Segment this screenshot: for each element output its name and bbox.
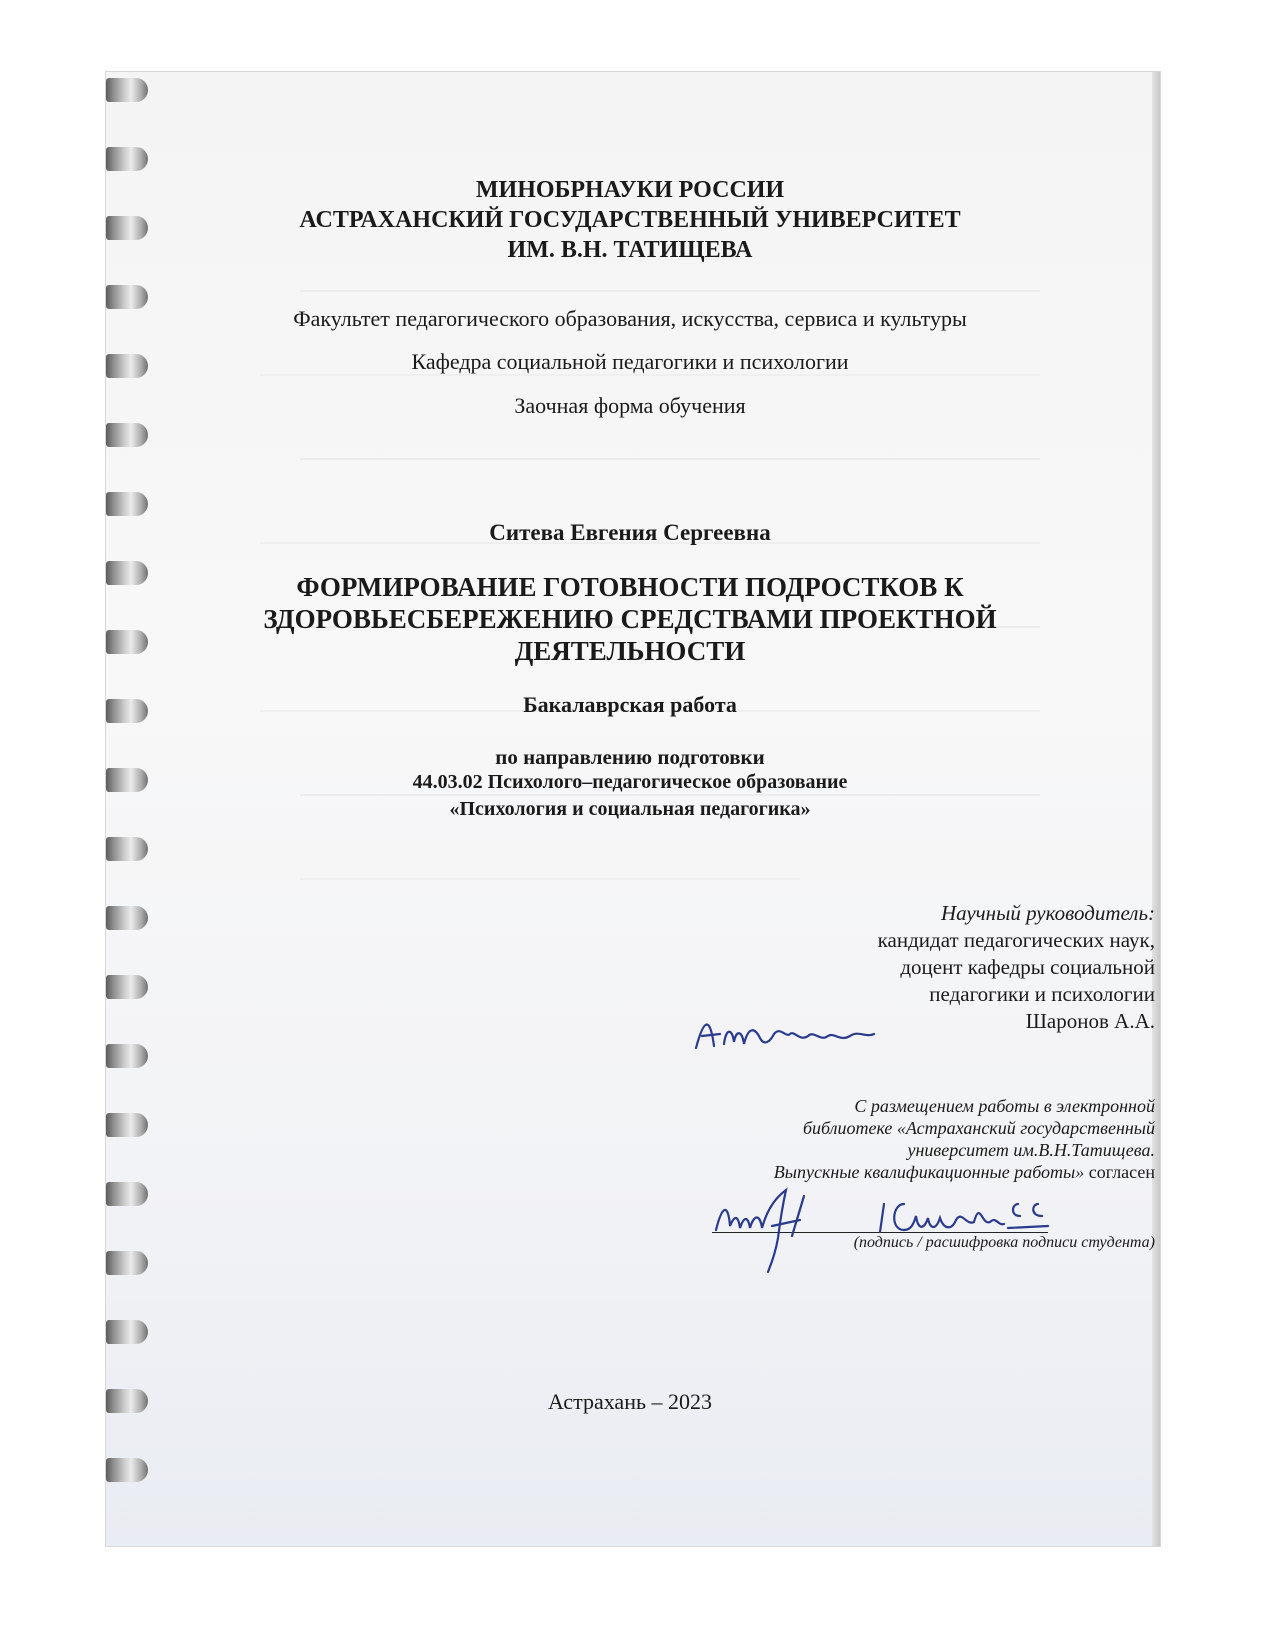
binding-ring [106, 699, 148, 723]
supervisor-block [878, 900, 1155, 1035]
consent-line-1: С размещением работы в электронной [854, 1096, 1155, 1116]
binding-ring [106, 768, 148, 792]
signature-caption: (подпись / расшифровка подписи студента) [853, 1234, 1155, 1251]
thesis-title-line-1: ФОРМИРОВАНИЕ ГОТОВНОСТИ ПОДРОСТКОВ К [296, 572, 964, 602]
binding-ring [106, 1320, 148, 1344]
direction-profile: «Психология и социальная педагогика» [449, 798, 811, 820]
binding-ring [106, 630, 148, 654]
binding-ring [106, 147, 148, 171]
binding-ring [106, 216, 148, 240]
binding-ring [106, 1044, 148, 1068]
consent-line-4-italic: Выпускные квалификационные работы» [773, 1162, 1085, 1182]
city-year: Астрахань – 2023 [547, 1389, 713, 1414]
binding-ring [106, 906, 148, 930]
thesis-title-line-2: ЗДОРОВЬЕСБЕРЕЖЕНИЮ СРЕДСТВАМИ ПРОЕКТНОЙ [263, 604, 997, 634]
binding-ring [106, 423, 148, 447]
binding-ring [106, 354, 148, 378]
student-signature [708, 1186, 1078, 1276]
university-heading: АСТРАХАНСКИЙ ГОСУДАРСТВЕННЫЙ УНИВЕРСИТЕТ [299, 207, 961, 233]
university-name-heading: ИМ. В.Н. ТАТИЩЕВА [507, 237, 753, 263]
department-line: Кафедра социальной педагогики и психологии [411, 349, 849, 374]
sheet-edge [1152, 72, 1160, 1546]
binding-ring [106, 975, 148, 999]
consent-block [774, 1095, 1155, 1183]
supervisor-label: Научный руководитель: [940, 901, 1155, 925]
binding-ring [106, 837, 148, 861]
binding-ring [106, 561, 148, 585]
supervisor-degree: кандидат педагогических наук, [877, 928, 1155, 952]
supervisor-signature [690, 1008, 890, 1058]
binding-ring [106, 1113, 148, 1137]
supervisor-position-2: педагогики и психологии [929, 982, 1155, 1006]
author-name: Ситева Евгения Сергеевна [489, 520, 771, 545]
study-form-line: Заочная форма обучения [514, 393, 746, 418]
direction-code: 44.03.02 Психолого–педагогическое образование [412, 771, 848, 793]
binding-ring [106, 1251, 148, 1275]
binding-ring [106, 1458, 148, 1482]
work-type: Бакалаврская работа [523, 692, 737, 717]
binding-ring [106, 1389, 148, 1413]
consent-line-2: библиотеке «Астраханский государственный [802, 1118, 1155, 1138]
supervisor-position-1: доцент кафедры социальной [900, 955, 1155, 979]
binding-ring [106, 1182, 148, 1206]
direction-label: по направлению подготовки [495, 745, 765, 769]
thesis-title-line-3: ДЕЯТЕЛЬНОСТИ [514, 636, 746, 666]
consent-line-4 [774, 1161, 1155, 1183]
ministry-heading: МИНОБРНАУКИ РОССИИ [475, 177, 785, 203]
supervisor-name: Шаронов А.А. [1025, 1009, 1155, 1033]
consent-line-4-regular: согласен [1084, 1162, 1155, 1182]
binding-rings [106, 78, 152, 1518]
binding-ring [106, 285, 148, 309]
binding-ring [106, 78, 148, 102]
faculty-line: Факультет педагогического образования, искусства, сервиса и культуры [293, 306, 967, 331]
binding-ring [106, 492, 148, 516]
consent-line-3: университет им.В.Н.Татищева. [907, 1140, 1155, 1160]
